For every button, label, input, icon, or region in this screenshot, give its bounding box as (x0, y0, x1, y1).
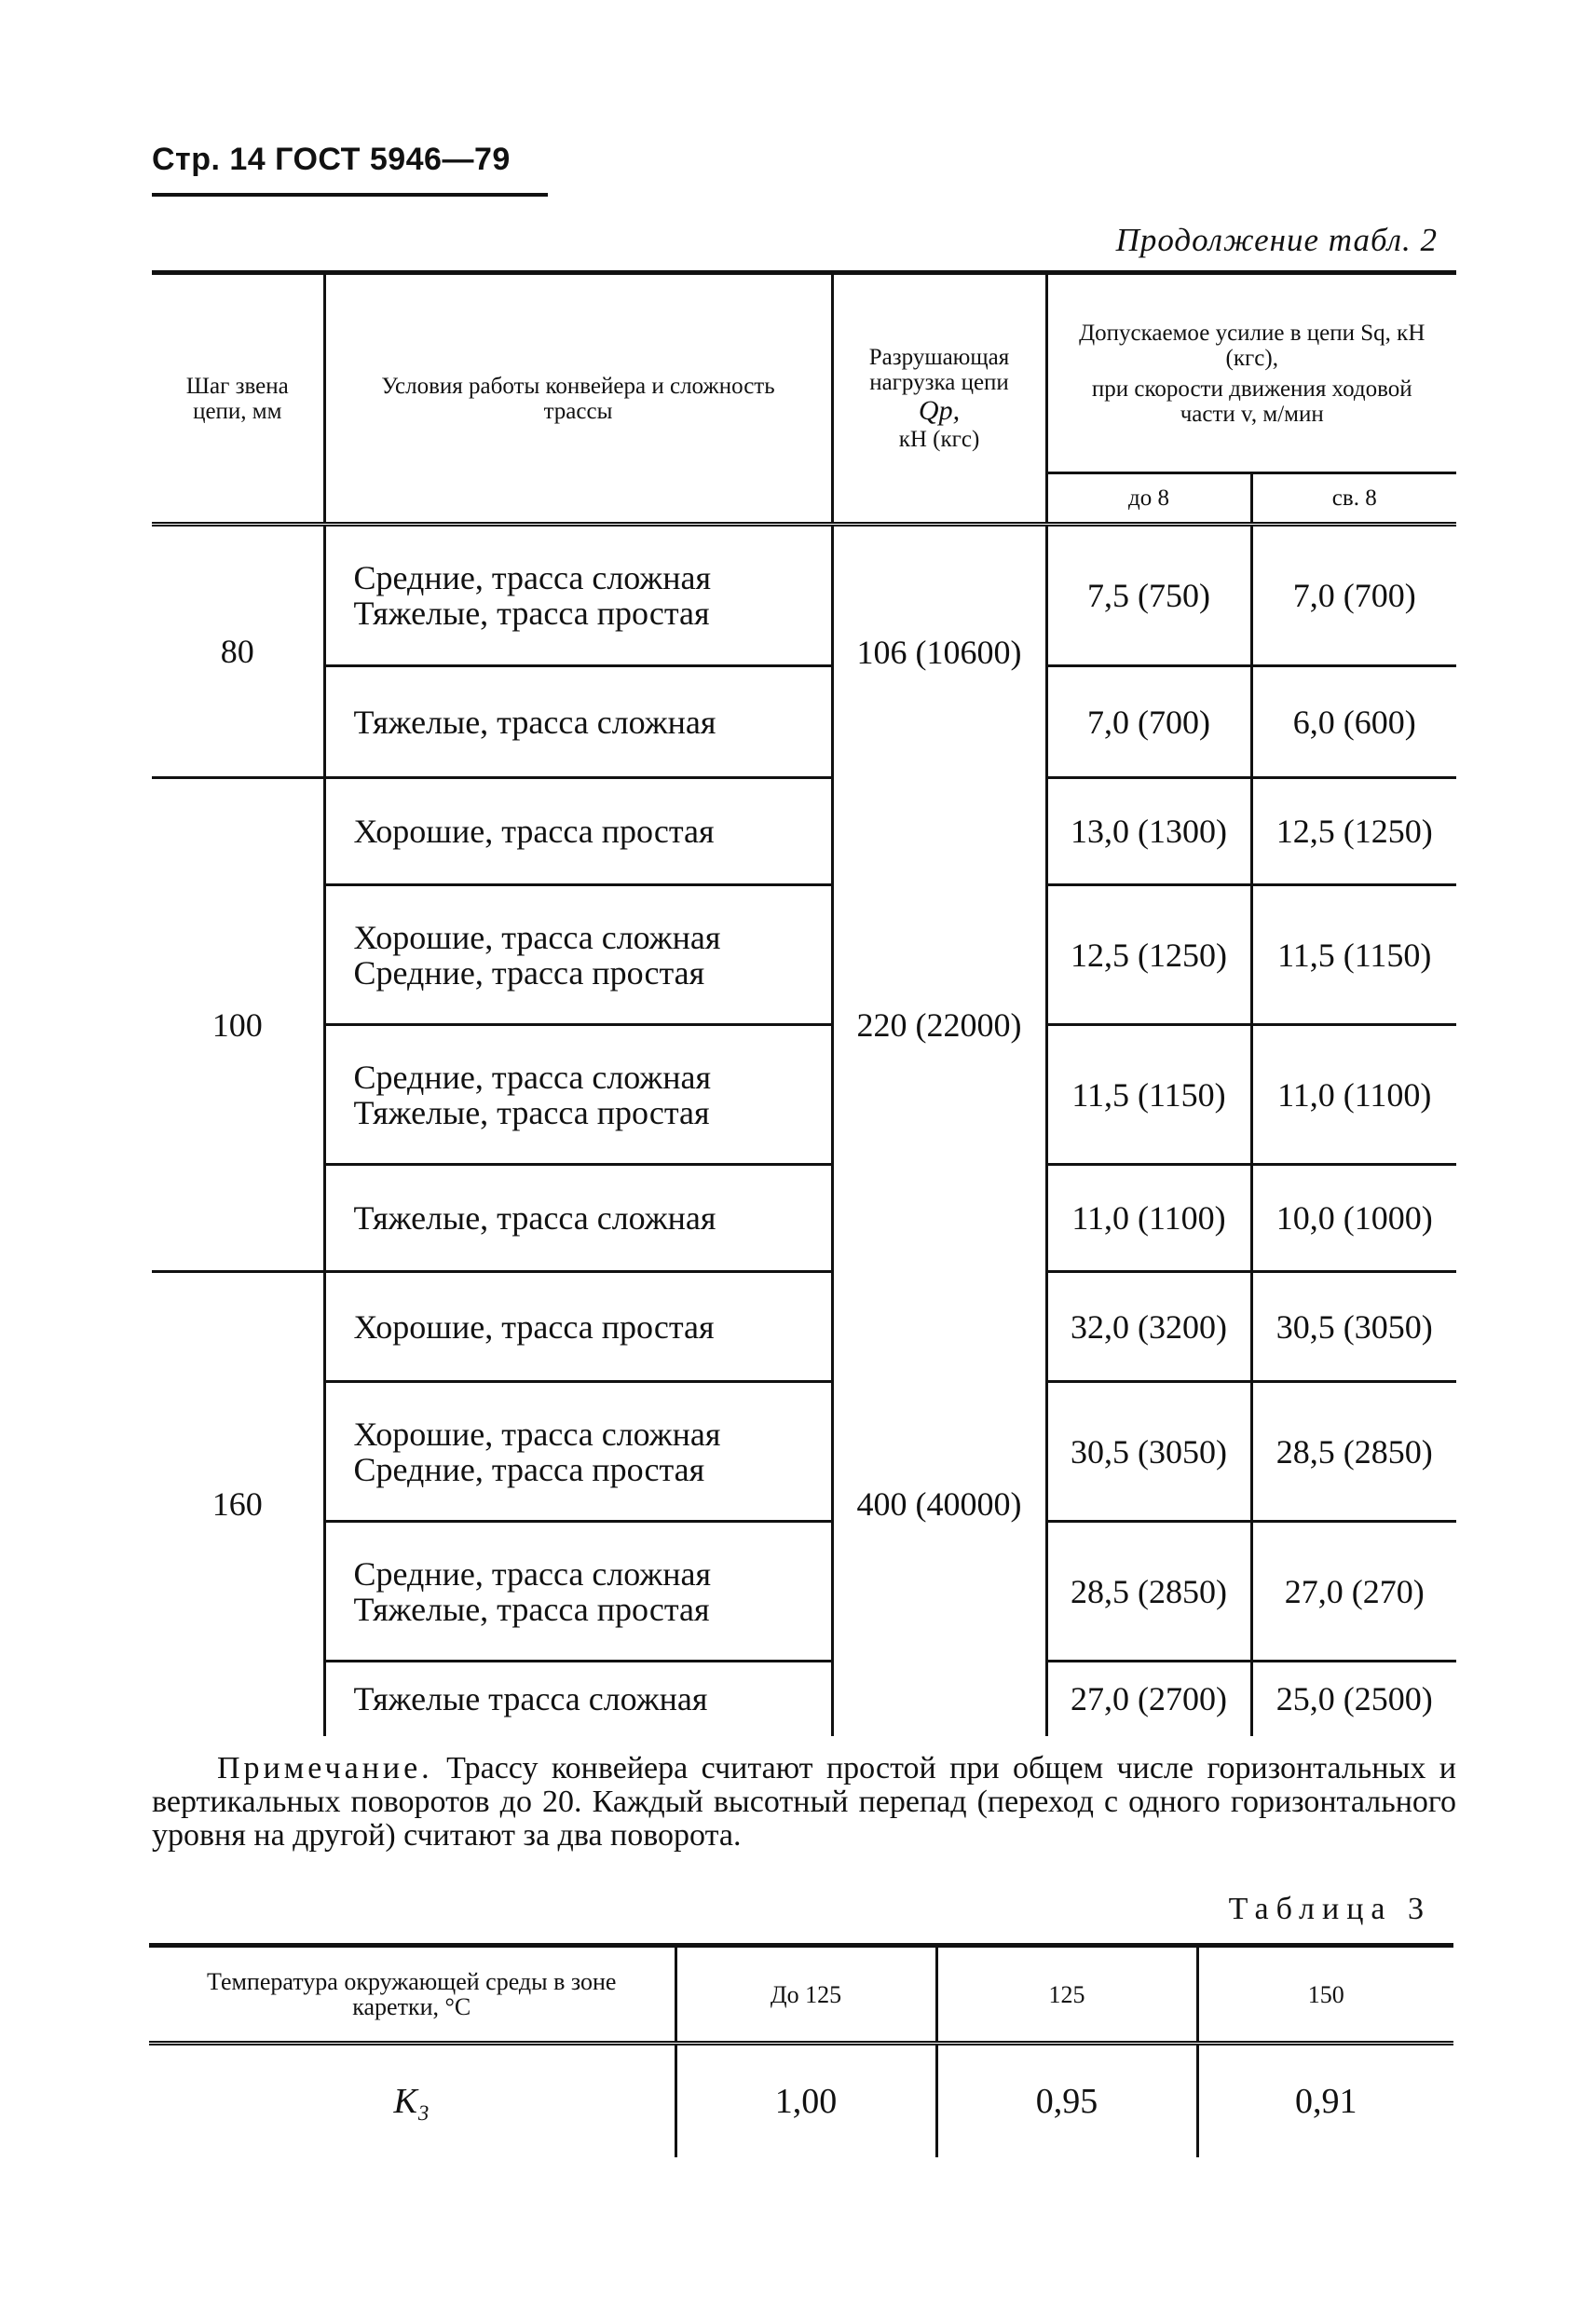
condition-line: Тяжелые, трасса сложная (353, 703, 716, 741)
temperature-value-header: До 125 (675, 1946, 936, 2044)
breaking-load-symbol: Qр, (918, 395, 961, 426)
condition-line: Средние, трасса простая (353, 953, 705, 992)
condition-line: Тяжелые, трасса простая (353, 1590, 710, 1628)
condition-line: Средние, трасса сложная (353, 1554, 712, 1593)
conditions-cell (324, 1382, 832, 1522)
table-continuation-label: Продолжение табл. 2 (1115, 222, 1438, 258)
conditions-cell (324, 1165, 832, 1272)
force-over-8-cell: 11,0 (1100) (1251, 1025, 1456, 1165)
table-note (152, 1752, 1456, 1853)
force-upto-8-cell: 7,0 (700) (1046, 666, 1251, 778)
condition-line: Средние, трасса сложная (353, 559, 712, 596)
table-3 (149, 1943, 1453, 2157)
conditions-cell (324, 778, 832, 885)
coefficient-value: 0,91 (1197, 2044, 1453, 2158)
header-rule (152, 193, 548, 197)
force-upto-8-cell: 13,0 (1300) (1046, 778, 1251, 885)
pitch-cell: 80 (152, 525, 324, 778)
pitch-cell: 100 (152, 778, 324, 1272)
temperature-value-header: 150 (1197, 1946, 1453, 2044)
col-header-upto-8: до 8 (1046, 473, 1251, 525)
condition-line: Тяжелые, трасса сложная (353, 1199, 716, 1237)
col-header-pitch: Шаг звена цепи, мм (152, 273, 324, 525)
note-label: Примечание. (217, 1751, 433, 1785)
coefficient-value: 0,95 (936, 2044, 1197, 2158)
force-over-8-cell: 25,0 (2500) (1251, 1662, 1456, 1736)
pitch-cell: 160 (211, 1485, 263, 1524)
conditions-cell (324, 1522, 832, 1662)
force-over-8-cell: 12,5 (1250) (1251, 778, 1456, 885)
table-2 (152, 270, 1456, 1736)
condition-line: Хорошие, трасса простая (353, 1307, 715, 1346)
condition-line: Хорошие, трасса простая (353, 813, 715, 850)
condition-line: Хорошие, трасса сложная (353, 918, 721, 956)
condition-line: Тяжелые, трасса простая (353, 1093, 710, 1131)
temperature-value-header: 125 (936, 1946, 1197, 2044)
force-upto-8-cell: 7,5 (750) (1046, 525, 1251, 666)
col-header-allowed-force (1046, 273, 1456, 473)
force-upto-8-cell: 32,0 (3200) (1046, 1272, 1251, 1382)
force-over-8-cell: 27,0 (270) (1251, 1522, 1456, 1662)
page-header: Стр. 14 ГОСТ 5946—79 (152, 142, 511, 177)
conditions-cell (324, 885, 832, 1025)
force-upto-8-cell: 27,0 (2700) (1046, 1662, 1251, 1736)
allowed-force-label: Допускаемое усилие в цепи Sq, кН (кгс), (1079, 320, 1425, 371)
force-over-8-cell: 11,5 (1150) (1251, 885, 1456, 1025)
force-upto-8-cell: 28,5 (2850) (1046, 1522, 1251, 1662)
col-header-over-8: св. 8 (1251, 473, 1456, 525)
force-upto-8-cell: 12,5 (1250) (1046, 885, 1251, 1025)
condition-line: Средние, трасса сложная (353, 1058, 712, 1096)
col-header-conditions: Условия работы конвейера и сложность трассы (324, 273, 832, 525)
breaking-load-label: Разрушающая нагрузка цепи (868, 345, 1010, 395)
conditions-cell (324, 525, 832, 666)
breaking-load-cell: 220 (22000) (832, 778, 1046, 1272)
force-upto-8-cell: 30,5 (3050) (1046, 1382, 1251, 1522)
note-text: Трассу конвейера считают простой при общем числе горизонтальных и вертикальных поворотов до 20. Каждый высотный перепад (переход с одного горизонтального уровня на другой) считают за два поворота. (152, 1751, 1456, 1853)
force-upto-8-cell: 11,5 (1150) (1046, 1025, 1251, 1165)
breaking-load-cell: 400 (40000) (832, 1272, 1046, 1736)
col-header-breaking-load (832, 273, 1046, 525)
conditions-cell (324, 666, 832, 778)
conditions-cell (324, 1272, 832, 1382)
force-over-8-cell: 7,0 (700) (1251, 525, 1456, 666)
force-over-8-cell: 30,5 (3050) (1251, 1272, 1456, 1382)
coefficient-label: K₃ (393, 2082, 430, 2121)
condition-line: Тяжелые трасса сложная (353, 1680, 708, 1718)
conditions-cell (324, 1025, 832, 1165)
condition-line: Хорошие, трасса сложная (353, 1415, 721, 1453)
condition-line: Тяжелые, трасса простая (353, 595, 710, 632)
temperature-header: Температура окружающей среды в зоне каретки, °С (149, 1946, 675, 2044)
force-over-8-cell: 6,0 (600) (1251, 666, 1456, 778)
force-upto-8-cell: 11,0 (1100) (1046, 1165, 1251, 1272)
conditions-cell (324, 1662, 832, 1736)
force-over-8-cell: 10,0 (1000) (1251, 1165, 1456, 1272)
breaking-load-cell: 106 (10600) (832, 525, 1046, 778)
allowed-force-speed: при скорости движения ходовой части v, м/мин (1091, 376, 1412, 427)
breaking-load-unit: кН (кгс) (898, 427, 980, 452)
table-3-caption: Таблица 3 (1228, 1892, 1431, 1926)
force-over-8-cell: 28,5 (2850) (1251, 1382, 1456, 1522)
condition-line: Средние, трасса простая (353, 1450, 705, 1488)
coefficient-value: 1,00 (675, 2044, 936, 2158)
